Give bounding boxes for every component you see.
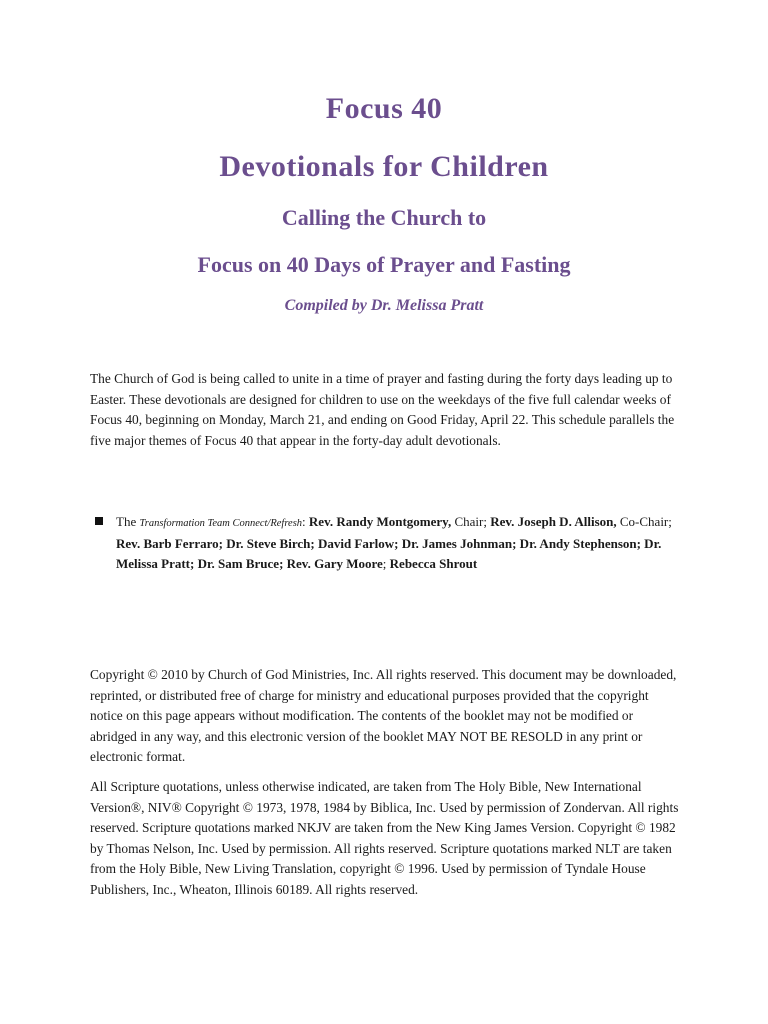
scripture-paragraph: All Scripture quotations, unless otherwise indicated, are taken from The Holy Bible, New International Version®, NIV® Copyright © 1973, 1978, 1984 by Biblica, Inc. Used by permission of Zondervan. All rights reserved. Scripture quotations marked NKJV are taken from the New King James Version. Copyright © 1982 by Thomas Nelson, Inc. Used by permission. All rights reserved. Scripture quotations marked NLT are taken from the Holy Bible, New Living Translation, copyright © 1996. Used by permission of Tyndale House Publishers, Inc., Wheaton, Illinois 60189. All rights reserved. <box>90 779 679 897</box>
team-list-item <box>90 512 682 574</box>
team-colon: : <box>302 514 309 529</box>
team-separator: ; <box>382 556 390 571</box>
team-members: Rev. Barb Ferraro; Dr. Steve Birch; David Farlow; Dr. James Johnman; Dr. Andy Stephenson; Dr. Melissa Pratt; Dr. Sam Bruce; Rev. Gary Moore <box>116 536 662 571</box>
team-last-member: Rebecca Shrout <box>389 556 478 571</box>
team-chair-name: Rev. Randy Montgomery, <box>308 514 452 529</box>
copyright-paragraph: Copyright © 2010 by Church of God Ministries, Inc. All rights reserved. This document may be downloaded, reprinted, or distributed free of charge for ministry and educational purposes provided that the copyright notice on this page appears without modification. The contents of the booklet may not be modified or abridged in any way, and this electronic version of the booklet MAY NOT BE RESOLD in any print or electronic format. <box>90 667 677 764</box>
team-credit-text <box>116 512 682 574</box>
team-name: Transformation Team Connect/Refresh <box>139 518 303 529</box>
intro-paragraph: The Church of God is being called to unite in a time of prayer and fasting during the forty days leading up to Easter. These devotionals are designed for children to use on the weekdays of the five full calendar weeks of Focus 40, beginning on Monday, March 21, and ending on Good Friday, April 22. This schedule parallels the five major themes of Focus 40 that appear in the forty-day adult devotionals. <box>90 371 675 448</box>
team-prefix: The <box>116 514 140 529</box>
team-cochair-name: Rev. Joseph D. Allison, <box>490 514 617 529</box>
team-cochair-role: Co-Chair; <box>616 514 672 529</box>
square-bullet-icon <box>95 517 103 525</box>
subtitle-calling-the-church: Calling the Church to <box>281 205 487 230</box>
title-focus-40: Focus 40 <box>325 92 443 125</box>
title-devotionals-for-children: Devotionals for Children <box>219 150 549 183</box>
subtitle-focus-on-40-days: Focus on 40 Days of Prayer and Fasting <box>197 252 571 277</box>
compiled-by-line: Compiled by Dr. Melissa Pratt <box>284 297 484 314</box>
team-chair-role: Chair; <box>451 514 491 529</box>
